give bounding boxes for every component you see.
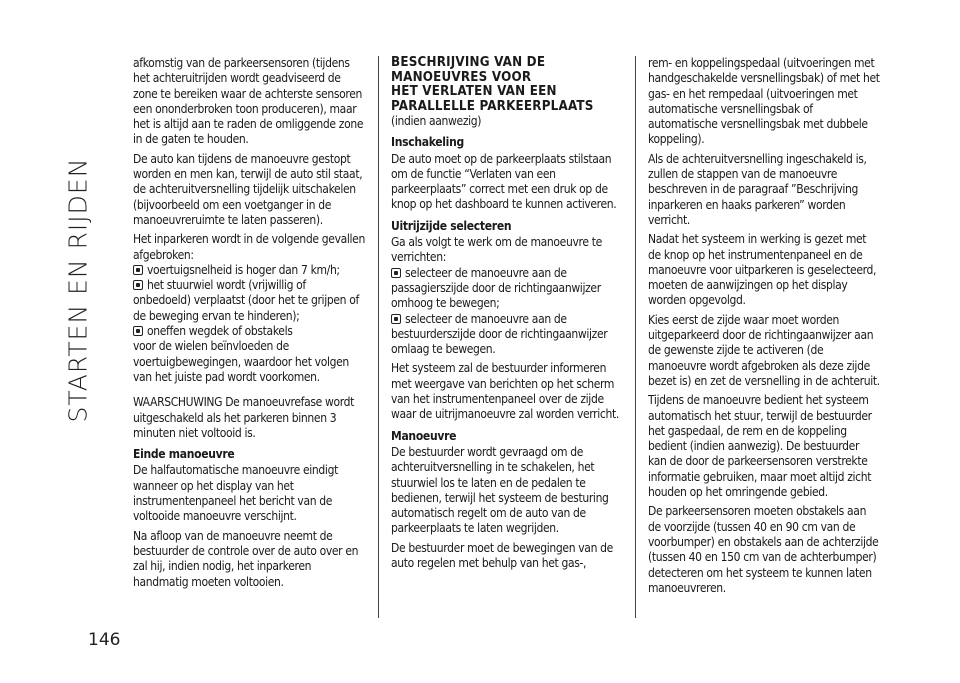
section-title-text: STARTEN EN RIJDEN: [63, 157, 93, 423]
paragraph: Na afloop van de manoeuvre neemt de bestuurder de controle over de auto over en zal hij, indien nodig, het inparkeren handmatig moeten voltooien.: [133, 528, 359, 589]
subheading: Einde manoeuvre: [133, 447, 235, 462]
subheading: Manoeuvre: [391, 428, 457, 443]
bullet-item: [133, 278, 365, 324]
bullet-item: [133, 263, 365, 278]
paragraph: Ga als volgt te werk om de manoeuvre te verrichten:: [391, 235, 602, 265]
column-divider: [378, 56, 379, 618]
bullet-item: [133, 324, 365, 339]
bullet-item: [391, 312, 623, 358]
warning-paragraph: WAARSCHUWING De manoeuvrefase wordt uitgeschakeld als het parkeren binnen 3 minuten niet voltooid is.: [133, 395, 355, 440]
paragraph: Als de achteruitversnelling ingeschakeld is, zullen de stappen van de manoeuvre beschreven in de paragraaf ”Beschrijving inparkeren en haaks parkeren” worden verricht.: [648, 151, 867, 227]
bullet-item: [391, 266, 623, 312]
bullet-icon: [133, 326, 143, 336]
text-column-2: [391, 56, 623, 575]
page-number: 146: [88, 630, 121, 650]
bullet-text: oneffen wegdek of obstakels: [147, 324, 293, 339]
paragraph: De halfautomatische manoeuvre eindigt wanneer op het display van het instrumentenpaneel het bericht van de voltooide manoeuvre verschijnt.: [133, 463, 338, 524]
column-divider: [635, 56, 636, 618]
bullet-icon: [133, 265, 143, 275]
text-column-1: [133, 56, 365, 594]
bullet-icon: [133, 280, 143, 290]
paragraph: Nadat het systeem in werking is gezet met de knop op het instrumentenpaneel en de manoeuvre voor uitparkeren is geselecteerd, moeten de aanwijzingen op het display worden opgevolgd.: [648, 232, 877, 308]
subheading: Inschakeling: [391, 135, 464, 150]
paragraph: De bestuurder wordt gevraagd om de achteruitversnelling in te schakelen, het stuurwiel los te laten en de pedalen te bedienen, terwijl het systeem de besturing automatisch regelt om de auto van de parkeerplaats te laten wegrijden.: [391, 444, 609, 536]
paragraph: voor de wielen beïnvloeden de voertuigbewegingen, waardoor het volgen van het juiste pad wordt voorkomen.: [133, 339, 349, 384]
bullet-icon: [391, 268, 401, 278]
heading-line: HET VERLATEN VAN EEN: [391, 84, 557, 99]
paragraph: Tijdens de manoeuvre bedient het systeem automatisch het stuur, terwijl de bestuurder het gaspedaal, de rem en de koppeling bedient (indien aanwezig). De bestuurder kan de door de parkeersensoren verstrekte informatie gebruiken, maar moet altijd zicht houden op het omringende gebied.: [648, 393, 872, 500]
heading-line: BESCHRIJVING VAN DE: [391, 55, 546, 70]
paragraph: rem- en koppelingspedaal (uitvoeringen met handgeschakelde versnellingsbak) of met het gas- en het rempedaal (uitvoeringen met automatische versnellingsbak of automatische versnellingsbak met dubbele koppeling).: [648, 56, 880, 147]
subheading: Uitrijzijde selecteren: [391, 218, 512, 233]
bullet-text: voertuigsnelheid is hoger dan 7 km/h;: [147, 262, 340, 277]
bullet-text: selecteer de manoeuvre aan de passagierszijde door de richtingaanwijzer omhoog te bewegen;: [391, 265, 601, 311]
heading-note: (indien aanwezig): [391, 114, 482, 128]
paragraph: De auto moet op de parkeerplaats stilstaan om de functie “Verlaten van een parkeerplaats” correct met een druk op de knop op het dashboard te kunnen activeren.: [391, 151, 617, 212]
heading-line: MANOEUVRES VOOR: [391, 69, 532, 85]
text-column-3: [648, 56, 880, 600]
paragraph: De parkeersensoren moeten obstakels aan de voorzijde (tussen 40 en 90 cm van de voorbumper) en obstakels aan de achterzijde (tussen 40 en 150 cm van de achterbumper) detecteren om het systeem te kunnen laten manoeuvreren.: [648, 504, 879, 595]
paragraph: afkomstig van de parkeersensoren (tijdens het achteruitrijden wordt geadviseerd de zone te bereiken waar de achterste sensoren een ononderbroken toon produceren), maar het is altijd aan te raden de omliggende zone in de gaten te houden.: [133, 56, 364, 147]
paragraph: De bestuurder moet de bewegingen van de auto regelen met behulp van het gas-,: [391, 540, 613, 571]
bullet-icon: [391, 314, 401, 324]
paragraph: Het inparkeren wordt in de volgende gevallen afgebroken:: [133, 232, 365, 262]
bullet-text: het stuurwiel wordt (vrijwillig of onbedoeld) verplaatst (door het te grijpen of de beweging ervan te hinderen);: [133, 278, 359, 323]
paragraph: Kies eerst de zijde waar moet worden uitgeparkeerd door de richtingaanwijzer aan de gewenste zijde te activeren (de manoeuvre wordt afgebroken als deze zijde bezet is) en zet de versnelling in de achteruit.: [648, 312, 880, 388]
bullet-text: selecteer de manoeuvre aan de bestuurderszijde door de richtingaanwijzer omlaag te bewegen.: [391, 311, 608, 357]
paragraph: De auto kan tijdens de manoeuvre gestopt worden en men kan, terwijl de auto stil staat, de achteruitversnelling tijdelijk uitschakelen (bijvoorbeeld om een voetganger in de manoeuvreruimte te laten passeren).: [133, 151, 363, 227]
heading-line: PARALLELLE PARKEERPLAATS: [391, 98, 594, 114]
section-heading: [391, 56, 623, 114]
paragraph: Het systeem zal de bestuurder informeren met weergave van berichten op het scherm van het instrumentenpaneel over de zijde waar de uitrijmanoeuvre zal worden verricht.: [391, 361, 619, 422]
